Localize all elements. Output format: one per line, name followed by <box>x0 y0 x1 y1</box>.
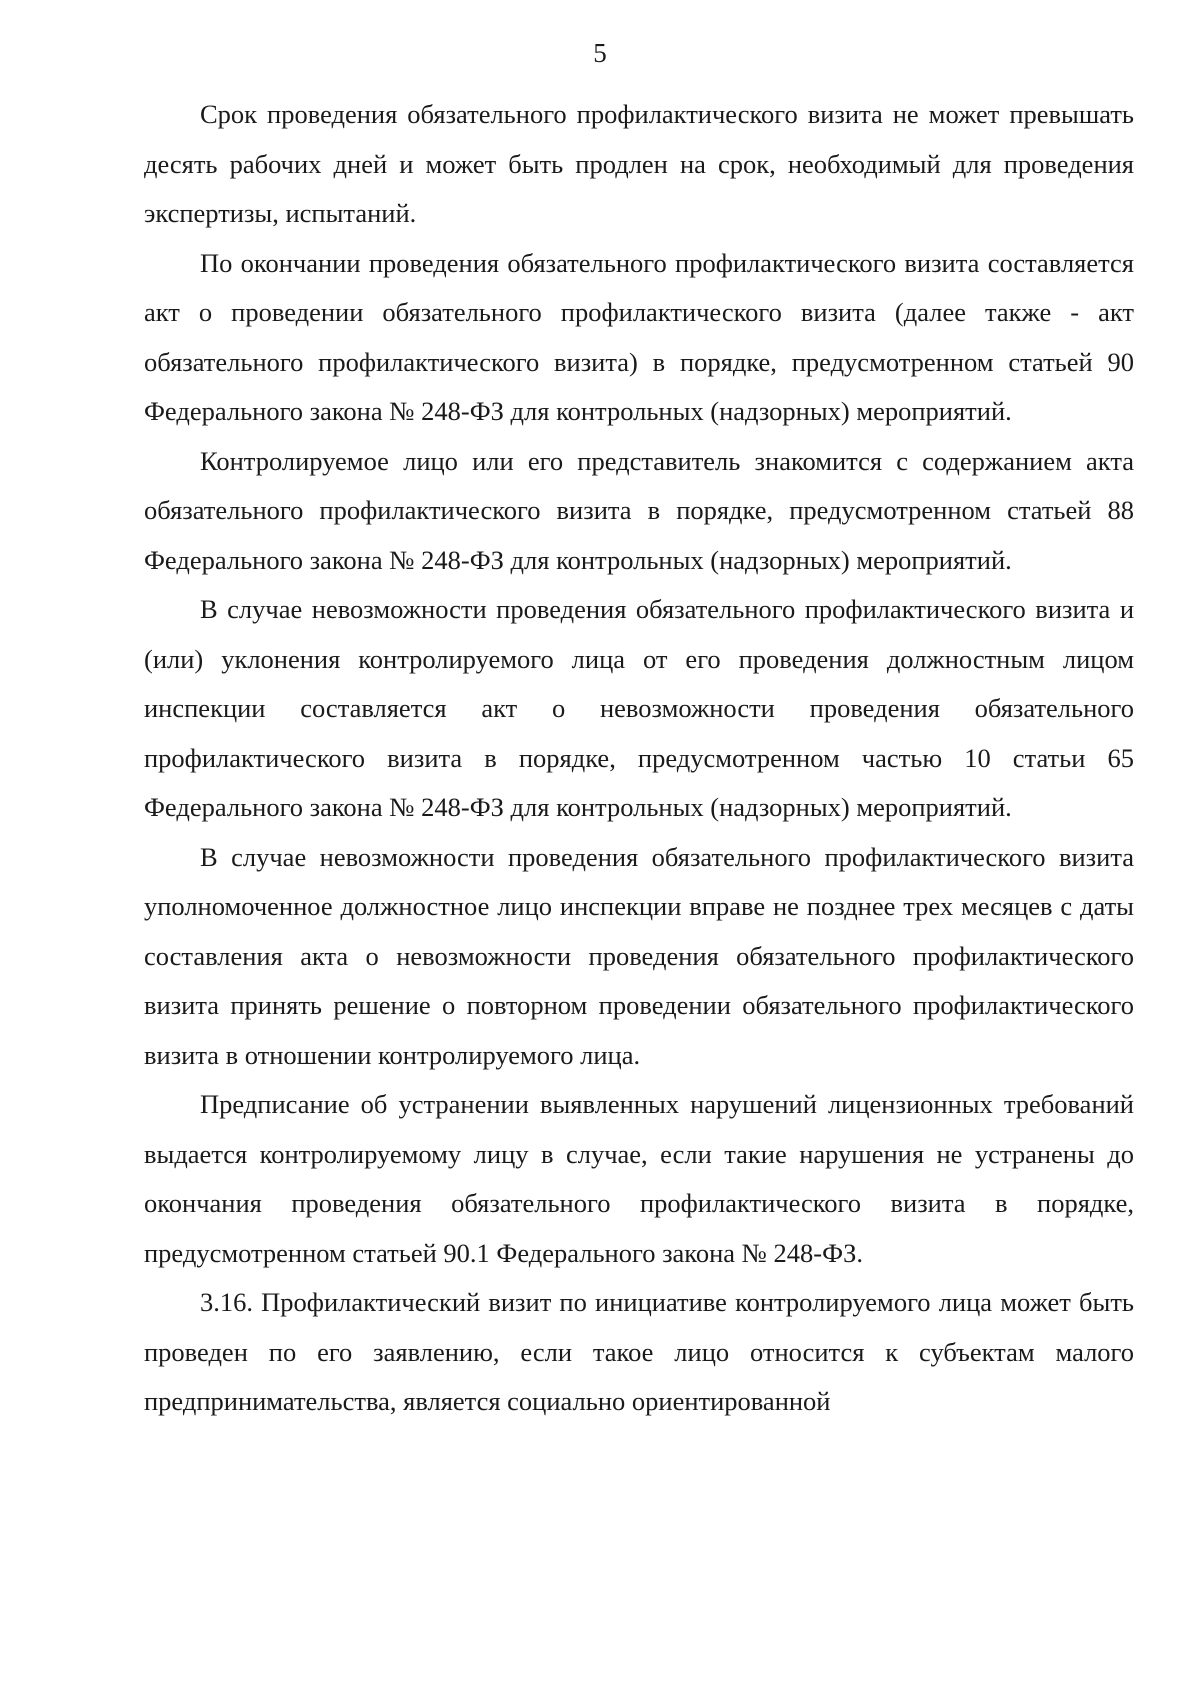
paragraph-visit-act: По окончании проведения обязательного профилактического визита составляется акт о проведении обязательного профилактического визита (далее также - акт обязательного профилактического визита) в порядке, предусмотренном статьей 90 Федерального закона № 248-ФЗ для контрольных (надзорных) мероприятий. <box>144 247 1134 426</box>
paragraph-violation-order: Предписание об устранении выявленных нарушений лицензионных требований выдается контролируемому лицу в случае, если такие нарушения не устранены до окончания проведения обязательного профилактического визита в порядке, предусмотренном статьей 90.1 Федерального закона № 248-ФЗ. <box>144 1089 1134 1268</box>
paragraph-section-3-16: 3.16. Профилактический визит по инициативе контролируемого лица может быть проведен по его заявлению, если такое лицо относится к субъектам малого предпринимательства, является социально ориентированной <box>144 1287 1134 1416</box>
paragraph-repeat-visit: В случае невозможности проведения обязательного профилактического визита уполномоченное должностное лицо инспекции вправе не позднее трех месяцев с даты составления акта о невозможности проведения обязательного профилактического визита принять решение о повторном проведении обязательного профилактического визита в отношении контролируемого лица. <box>144 841 1134 1070</box>
paragraph-visit-duration: Срок проведения обязательного профилактического визита не может превышать десять рабочих дней и может быть продлен на срок, необходимый для проведения экспертизы, испытаний. <box>144 99 1134 228</box>
document-body <box>144 90 1134 1427</box>
paragraph-impossibility-act: В случае невозможности проведения обязательного профилактического визита и (или) уклонения контролируемого лица от его проведения должностным лицом инспекции составляется акт о невозможности проведения обязательного профилактического визита в порядке, предусмотренном частью 10 статьи 65 Федерального закона № 248-ФЗ для контрольных (надзорных) мероприятий. <box>144 594 1134 822</box>
paragraph-act-review: Контролируемое лицо или его представитель знакомится с содержанием акта обязательного профилактического визита в порядке, предусмотренном статьей 88 Федерального закона № 248-ФЗ для контрольных (надзорных) мероприятий. <box>144 445 1134 575</box>
page-number: 5 <box>593 38 607 68</box>
